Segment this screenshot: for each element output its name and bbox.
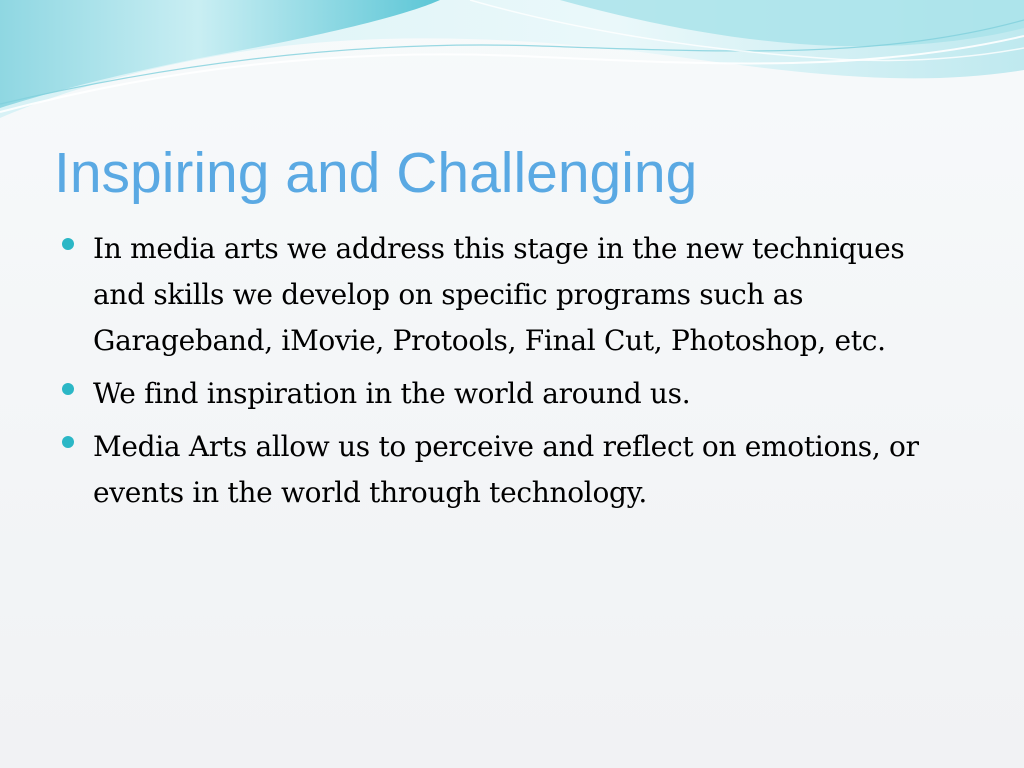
bullet-item [62,371,962,417]
bullet-dot-icon [62,436,74,448]
bullet-dot-icon [62,238,74,250]
bullet-text: In media arts we address this stage in the new techniques and skills we develop on specific programs such as Garageband, iMovie, Protools, Final Cut, Photoshop, etc. [93,232,905,357]
bullet-dot-icon [62,383,74,395]
bullet-item [62,226,962,364]
header-wave-decoration [0,0,1024,130]
bullet-list [62,226,962,523]
bullet-text: We find inspiration in the world around us. [93,377,691,410]
bullet-item [62,424,962,516]
slide-title: Inspiring and Challenging [54,141,698,205]
bullet-text: Media Arts allow us to perceive and reflect on emotions, or events in the world through technology. [93,430,919,509]
